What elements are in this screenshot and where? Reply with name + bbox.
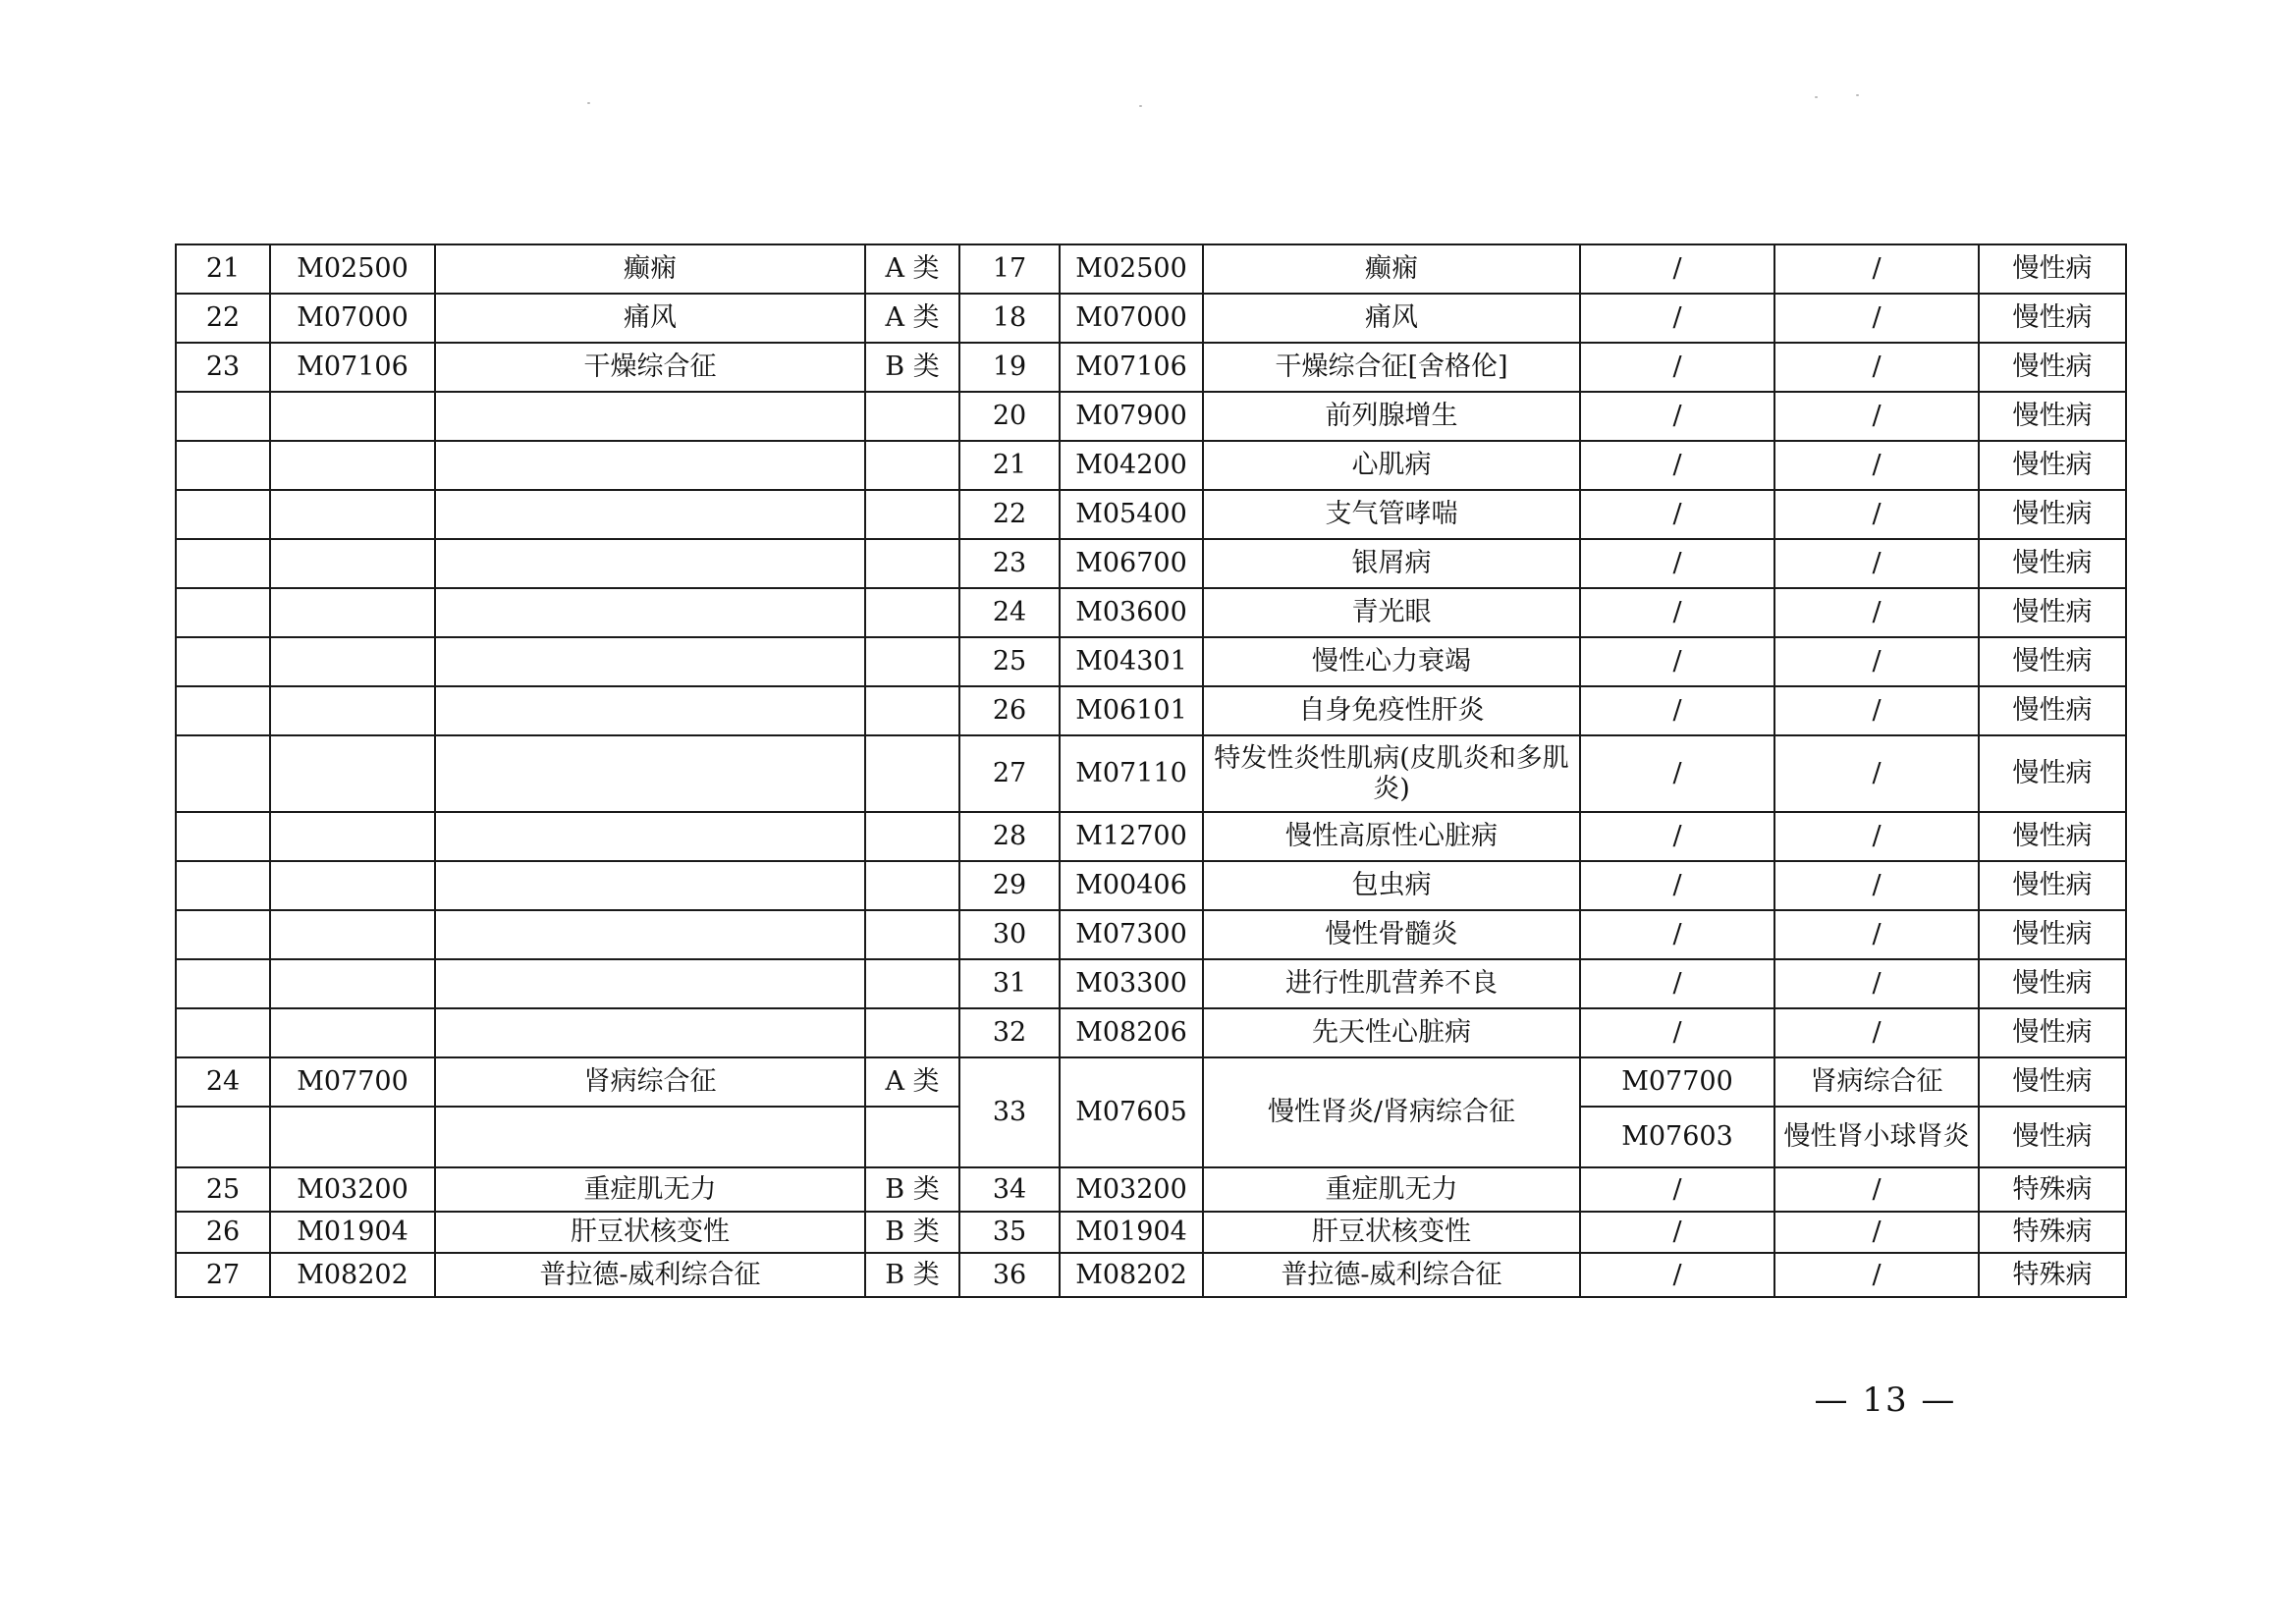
c-name: /: [1774, 910, 1979, 959]
disease-type: 慢性病: [1979, 637, 2126, 686]
disease-type: 慢性病: [1979, 490, 2126, 539]
b-no: 31: [959, 959, 1060, 1008]
b-no: 27: [959, 735, 1060, 812]
c-code: /: [1580, 490, 1774, 539]
a-class-empty: [865, 637, 959, 686]
c-code: /: [1580, 294, 1774, 343]
c-code: /: [1580, 735, 1774, 812]
scan-speck: [587, 102, 590, 104]
table-row: [176, 1008, 2126, 1057]
a-code: M07000: [270, 294, 435, 343]
b-no: 36: [959, 1253, 1060, 1297]
c-code: /: [1580, 441, 1774, 490]
b-name: 特发性炎性肌病(皮肌炎和多肌炎): [1203, 735, 1580, 812]
a-name-empty: [435, 959, 865, 1008]
b-code: M01904: [1060, 1212, 1203, 1253]
a-no-empty: [176, 588, 270, 637]
c-code: /: [1580, 1008, 1774, 1057]
a-name: 肾病综合征: [435, 1057, 865, 1107]
disease-type: 慢性病: [1979, 588, 2126, 637]
c-name: /: [1774, 392, 1979, 441]
b-name: 青光眼: [1203, 588, 1580, 637]
a-class: B 类: [865, 1167, 959, 1212]
a-class: B 类: [865, 1253, 959, 1297]
disease-type: 慢性病: [1979, 861, 2126, 910]
a-code-empty: [270, 812, 435, 861]
b-code: M06101: [1060, 686, 1203, 735]
b-no: 18: [959, 294, 1060, 343]
a-code-empty: [270, 539, 435, 588]
a-name-empty: [435, 490, 865, 539]
a-class-empty: [865, 490, 959, 539]
a-name-empty: [435, 861, 865, 910]
c-code: /: [1580, 588, 1774, 637]
c-code: /: [1580, 910, 1774, 959]
table-row: [176, 490, 2126, 539]
a-class-empty: [865, 392, 959, 441]
a-name-empty: [435, 1008, 865, 1057]
a-name: 重症肌无力: [435, 1167, 865, 1212]
a-class-empty: [865, 861, 959, 910]
a-class: B 类: [865, 343, 959, 392]
b-code: M03600: [1060, 588, 1203, 637]
b-code: M04301: [1060, 637, 1203, 686]
b-no: 24: [959, 588, 1060, 637]
c-code: /: [1580, 686, 1774, 735]
a-name-empty: [435, 910, 865, 959]
table-row: [176, 910, 2126, 959]
table-row: [176, 294, 2126, 343]
b-name: 重症肌无力: [1203, 1167, 1580, 1212]
c-name: /: [1774, 686, 1979, 735]
c-name: /: [1774, 1212, 1979, 1253]
a-name-empty: [435, 441, 865, 490]
c-code: /: [1580, 1253, 1774, 1297]
a-class-empty: [865, 588, 959, 637]
a-class: A 类: [865, 244, 959, 294]
b-no: 30: [959, 910, 1060, 959]
b-code: M07110: [1060, 735, 1203, 812]
a-name-empty: [435, 588, 865, 637]
a-no-empty: [176, 637, 270, 686]
a-code-empty: [270, 637, 435, 686]
a-no-empty: [176, 539, 270, 588]
table-row: [176, 735, 2126, 812]
a-no: 24: [176, 1057, 270, 1107]
b-no: 28: [959, 812, 1060, 861]
b-name: 普拉德-威利综合征: [1203, 1253, 1580, 1297]
disease-type: 特殊病: [1979, 1212, 2126, 1253]
c-code: M07700: [1580, 1057, 1774, 1107]
a-name-empty: [435, 1107, 865, 1167]
b-no: 22: [959, 490, 1060, 539]
c-code: /: [1580, 637, 1774, 686]
b-name: 前列腺增生: [1203, 392, 1580, 441]
b-name: 包虫病: [1203, 861, 1580, 910]
c-name: 慢性肾小球肾炎: [1774, 1107, 1979, 1167]
c-code: /: [1580, 1212, 1774, 1253]
c-name: /: [1774, 1167, 1979, 1212]
b-name: 痛风: [1203, 294, 1580, 343]
a-code-empty: [270, 735, 435, 812]
b-code: M04200: [1060, 441, 1203, 490]
a-class-empty: [865, 686, 959, 735]
c-name: /: [1774, 588, 1979, 637]
disease-type: 特殊病: [1979, 1253, 2126, 1297]
a-code-empty: [270, 1107, 435, 1167]
a-class-empty: [865, 959, 959, 1008]
b-code: M03300: [1060, 959, 1203, 1008]
table-row: [176, 244, 2126, 294]
b-name: 支气管哮喘: [1203, 490, 1580, 539]
a-no: 25: [176, 1167, 270, 1212]
a-code-empty: [270, 861, 435, 910]
b-code: M03200: [1060, 1167, 1203, 1212]
a-code-empty: [270, 686, 435, 735]
b-no: 25: [959, 637, 1060, 686]
b-no: 32: [959, 1008, 1060, 1057]
a-code: M08202: [270, 1253, 435, 1297]
c-name: /: [1774, 343, 1979, 392]
a-class-empty: [865, 910, 959, 959]
b-code: M07300: [1060, 910, 1203, 959]
c-code: /: [1580, 392, 1774, 441]
table-row: [176, 1167, 2126, 1212]
c-name: /: [1774, 637, 1979, 686]
c-code: /: [1580, 539, 1774, 588]
a-no: 27: [176, 1253, 270, 1297]
a-class: B 类: [865, 1212, 959, 1253]
a-code: M03200: [270, 1167, 435, 1212]
b-name: 慢性肾炎/肾病综合征: [1203, 1057, 1580, 1167]
b-name: 癫痫: [1203, 244, 1580, 294]
a-code-empty: [270, 392, 435, 441]
disease-type: 慢性病: [1979, 392, 2126, 441]
b-no: 29: [959, 861, 1060, 910]
c-code: /: [1580, 812, 1774, 861]
disease-type: 慢性病: [1979, 910, 2126, 959]
b-code: M08206: [1060, 1008, 1203, 1057]
c-code: /: [1580, 861, 1774, 910]
c-name: /: [1774, 441, 1979, 490]
a-no-empty: [176, 1008, 270, 1057]
a-name-empty: [435, 735, 865, 812]
disease-type: 慢性病: [1979, 343, 2126, 392]
b-name: 进行性肌营养不良: [1203, 959, 1580, 1008]
b-name: 慢性心力衰竭: [1203, 637, 1580, 686]
c-code: /: [1580, 244, 1774, 294]
b-name: 先天性心脏病: [1203, 1008, 1580, 1057]
a-code-empty: [270, 1008, 435, 1057]
c-name: 肾病综合征: [1774, 1057, 1979, 1107]
a-name: 癫痫: [435, 244, 865, 294]
b-code: M07000: [1060, 294, 1203, 343]
a-name-empty: [435, 392, 865, 441]
b-code: M12700: [1060, 812, 1203, 861]
a-no-empty: [176, 959, 270, 1008]
scan-speck: [1856, 94, 1859, 96]
b-code: M06700: [1060, 539, 1203, 588]
a-name-empty: [435, 686, 865, 735]
b-no: 19: [959, 343, 1060, 392]
a-name: 普拉德-威利综合征: [435, 1253, 865, 1297]
c-name: /: [1774, 244, 1979, 294]
a-class-empty: [865, 735, 959, 812]
a-name: 肝豆状核变性: [435, 1212, 865, 1253]
c-name: /: [1774, 490, 1979, 539]
a-code-empty: [270, 588, 435, 637]
a-code: M02500: [270, 244, 435, 294]
disease-type: 慢性病: [1979, 1008, 2126, 1057]
c-name: /: [1774, 1008, 1979, 1057]
scan-speck: [1139, 105, 1142, 107]
c-name: /: [1774, 539, 1979, 588]
scan-speck: [1815, 96, 1818, 98]
c-code: M07603: [1580, 1107, 1774, 1167]
a-class: A 类: [865, 1057, 959, 1107]
b-code: M00406: [1060, 861, 1203, 910]
b-code: M02500: [1060, 244, 1203, 294]
table-row: [176, 343, 2126, 392]
a-no-empty: [176, 490, 270, 539]
a-code-empty: [270, 959, 435, 1008]
disease-mapping-table: [175, 244, 2127, 1298]
disease-type: 慢性病: [1979, 735, 2126, 812]
disease-type: 慢性病: [1979, 686, 2126, 735]
c-code: /: [1580, 1167, 1774, 1212]
a-no: 23: [176, 343, 270, 392]
a-name-empty: [435, 637, 865, 686]
c-name: /: [1774, 812, 1979, 861]
table-row: [176, 1253, 2126, 1297]
a-name-empty: [435, 812, 865, 861]
b-name: 肝豆状核变性: [1203, 1212, 1580, 1253]
a-no: 22: [176, 294, 270, 343]
table-row: [176, 1212, 2126, 1253]
disease-type: 慢性病: [1979, 294, 2126, 343]
table-row: [176, 588, 2126, 637]
table-row-merged: [176, 1057, 2126, 1107]
a-name-empty: [435, 539, 865, 588]
table-row: [176, 392, 2126, 441]
table-row: [176, 637, 2126, 686]
c-name: /: [1774, 294, 1979, 343]
c-name: /: [1774, 861, 1979, 910]
b-no: 21: [959, 441, 1060, 490]
b-no: 26: [959, 686, 1060, 735]
disease-type: 慢性病: [1979, 959, 2126, 1008]
a-class: A 类: [865, 294, 959, 343]
a-class-empty: [865, 1008, 959, 1057]
b-no: 23: [959, 539, 1060, 588]
c-code: /: [1580, 343, 1774, 392]
disease-type: 特殊病: [1979, 1167, 2126, 1212]
b-name: 慢性骨髓炎: [1203, 910, 1580, 959]
disease-type: 慢性病: [1979, 1107, 2126, 1167]
b-name: 干燥综合征[舍格伦]: [1203, 343, 1580, 392]
a-class-empty: [865, 441, 959, 490]
b-code: M07900: [1060, 392, 1203, 441]
a-no-empty: [176, 686, 270, 735]
disease-type: 慢性病: [1979, 244, 2126, 294]
b-code: M05400: [1060, 490, 1203, 539]
a-no-empty: [176, 812, 270, 861]
b-name: 心肌病: [1203, 441, 1580, 490]
b-no: 20: [959, 392, 1060, 441]
a-class-empty: [865, 1107, 959, 1167]
disease-type: 慢性病: [1979, 441, 2126, 490]
a-no-empty: [176, 441, 270, 490]
a-no: 21: [176, 244, 270, 294]
table-row: [176, 686, 2126, 735]
a-no-empty: [176, 910, 270, 959]
c-name: /: [1774, 959, 1979, 1008]
table-row: [176, 812, 2126, 861]
b-no: 17: [959, 244, 1060, 294]
b-code: M07106: [1060, 343, 1203, 392]
b-name: 自身免疫性肝炎: [1203, 686, 1580, 735]
disease-type: 慢性病: [1979, 539, 2126, 588]
c-name: /: [1774, 735, 1979, 812]
page-number: — 13 —: [1814, 1380, 1957, 1420]
a-name: 痛风: [435, 294, 865, 343]
b-name: 银屑病: [1203, 539, 1580, 588]
table-row: [176, 441, 2126, 490]
disease-type: 慢性病: [1979, 1057, 2126, 1107]
a-no-empty: [176, 735, 270, 812]
b-code: M07605: [1060, 1057, 1203, 1167]
disease-type: 慢性病: [1979, 812, 2126, 861]
a-no-empty: [176, 392, 270, 441]
b-no: 33: [959, 1057, 1060, 1167]
b-no: 35: [959, 1212, 1060, 1253]
table-row: [176, 959, 2126, 1008]
b-code: M08202: [1060, 1253, 1203, 1297]
a-no-empty: [176, 861, 270, 910]
a-class-empty: [865, 812, 959, 861]
a-no-empty: [176, 1107, 270, 1167]
a-code: M07106: [270, 343, 435, 392]
c-code: /: [1580, 959, 1774, 1008]
a-code-empty: [270, 910, 435, 959]
b-name: 慢性高原性心脏病: [1203, 812, 1580, 861]
c-name: /: [1774, 1253, 1979, 1297]
b-no: 34: [959, 1167, 1060, 1212]
a-class-empty: [865, 539, 959, 588]
a-name: 干燥综合征: [435, 343, 865, 392]
a-code: M07700: [270, 1057, 435, 1107]
a-code-empty: [270, 490, 435, 539]
a-no: 26: [176, 1212, 270, 1253]
a-code-empty: [270, 441, 435, 490]
table-row: [176, 861, 2126, 910]
a-code: M01904: [270, 1212, 435, 1253]
table-row: [176, 539, 2126, 588]
